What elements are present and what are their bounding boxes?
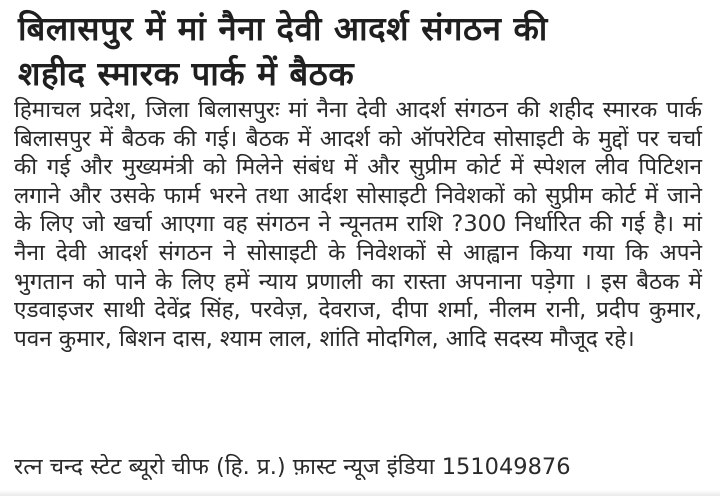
headline-line-2: शहीद स्मारक पार्क में बैठक	[18, 54, 355, 93]
page-edge-shadow	[0, 490, 720, 496]
article-byline: रत्न चन्द स्टेट ब्यूरो चीफ (हि. प्र.) फ़ास्ट न्यूज इंडिया 151049876	[14, 454, 571, 480]
article-headline	[18, 6, 706, 96]
article-body: हिमाचल प्रदेश, जिला बिलासपुरः मां नैना देवी आदर्श संगठन की शहीद स्मारक पार्क बिलासपुर में बैठक की गई। बैठक में आदर्श को ऑपरेटिव सोसाइटी के मुद्दों पर चर्चा की गई और मुख्यमंत्री को मिलेने संबंध में और सुप्रीम कोर्ट में स्पेशल लीव पिटिशन लगाने और उसके फार्म भरने तथा आर्दश सोसाइटी निवेशकों को सुप्रीम कोर्ट में जाने के लिए जो खर्चा आएगा वह संगठन ने न्यूनतम राशि ?300 निर्धारित की गई है। मां नैना देवी आदर्श संगठन ने सोसाइटी के निवेशकों से आह्वान किया गया कि अपने भुगतान को पाने के लिए हमें न्याय प्रणाली का रास्ता अपनाना पड़ेगा । इस बैठक में एडवाइजर साथी देवेंद्र सिंह, परवेज़, देवराज, दीपा शर्मा, नीलम रानी, प्रदीप कुमार, पवन कुमार, बिशन दास, श्याम लाल, शांति मोदगिल, आदि सदस्य मौजूद रहे।	[14, 97, 702, 352]
headline-line-1: बिलासपुर में मां नैना देवी आदर्श संगठन की	[18, 9, 548, 48]
